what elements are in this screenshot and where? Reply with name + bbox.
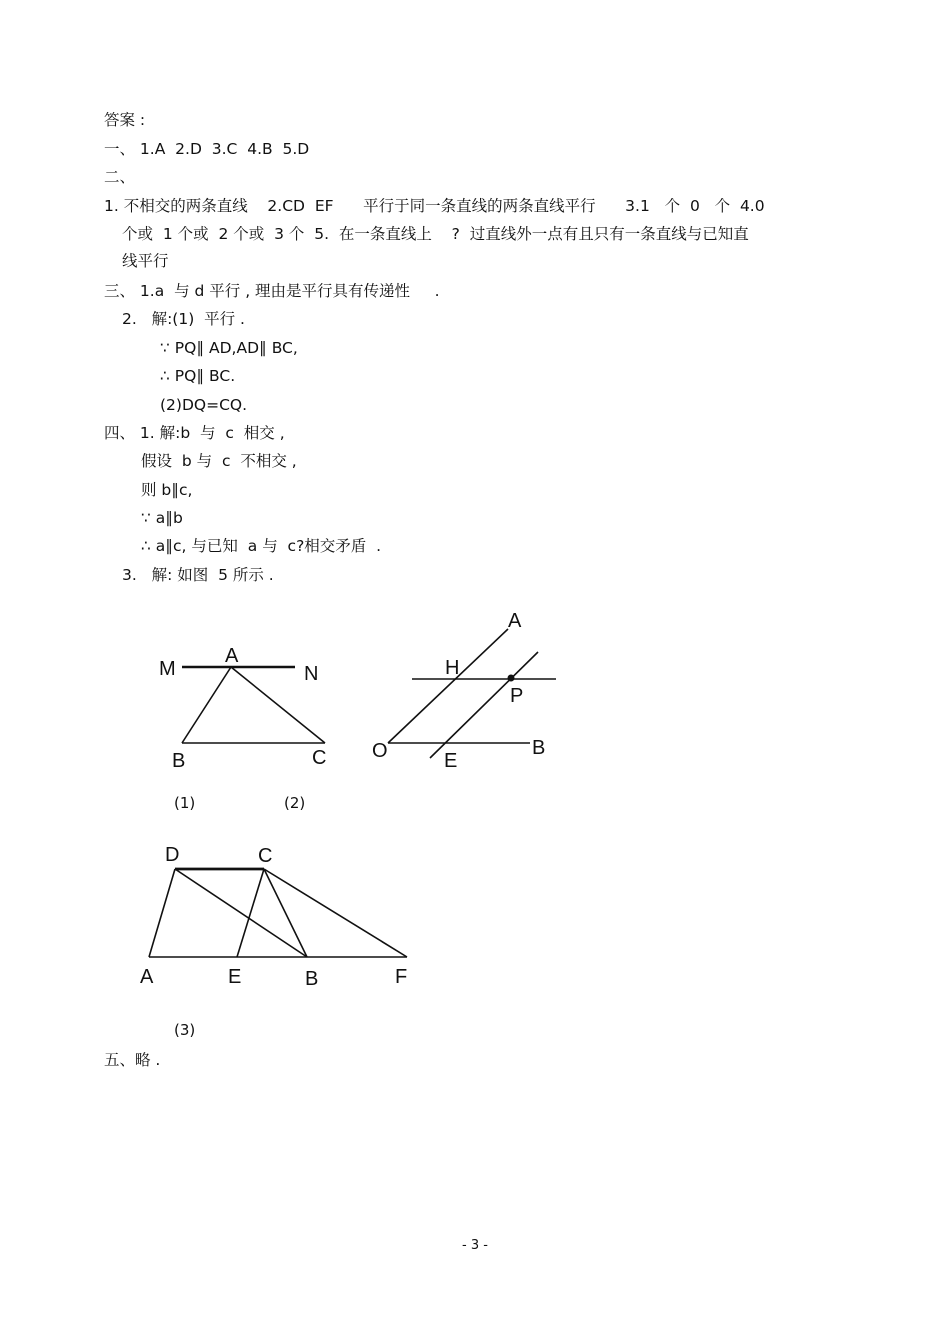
label-b: B	[532, 737, 546, 759]
figure-3-trapezoid	[130, 835, 430, 995]
label-b: B	[305, 968, 319, 990]
section-4-q3: 3. 解: 如图 5 所示 .	[122, 566, 274, 584]
label-o: O	[372, 740, 388, 762]
section-3-q1: 三、 1.a 与 d 平行 , 理由是平行具有传递性 .	[104, 282, 440, 300]
section-2-line-3: 线平行	[122, 252, 169, 270]
label-m: M	[159, 658, 176, 680]
figure-3-caption: (3)	[174, 1021, 196, 1039]
label-f: F	[395, 966, 408, 988]
label-a: A	[140, 966, 154, 988]
page-number: - 3 -	[462, 1238, 488, 1253]
label-a: A	[508, 610, 522, 632]
label-a: A	[225, 645, 239, 667]
section-5: 五、略 .	[104, 1051, 161, 1069]
label-p: P	[510, 685, 524, 707]
section-3-q2-step-2: ∴ PQ∥ BC.	[160, 367, 236, 385]
segment-ab	[182, 667, 231, 743]
figure-2-caption: (2)	[284, 794, 306, 812]
section-2-line-1: 1. 不相交的两条直线 2.CD EF 平行于同一条直线的两条直线平行 3.1 个 0 个 4.0	[104, 197, 765, 215]
point-p	[508, 675, 515, 682]
label-c: C	[258, 845, 273, 867]
section-3-q2-step-1: ∵ PQ∥ AD,AD∥ BC,	[160, 339, 298, 357]
label-c: C	[312, 747, 327, 769]
section-1-answers: 一、 1.A 2.D 3.C 4.B 5.D	[104, 140, 310, 158]
label-e: E	[444, 750, 458, 772]
label-h: H	[445, 657, 460, 679]
ray-oa	[388, 629, 508, 743]
section-2-heading: 二、	[104, 168, 136, 186]
figure-1-caption: (1)	[174, 794, 196, 812]
figure-2-parallel-lines	[360, 600, 570, 780]
answer-heading: 答案 :	[104, 111, 146, 129]
label-d: D	[165, 844, 180, 866]
section-4-step-4: ∴ a∥c, 与已知 a 与 c?相交矛盾 .	[141, 537, 382, 555]
label-b: B	[172, 750, 186, 772]
figure-1-triangle	[150, 635, 350, 775]
segment-da	[149, 869, 175, 957]
section-4-step-3: ∵ a∥b	[141, 509, 183, 527]
section-4-step-1: 假设 b 与 c 不相交 ,	[141, 452, 297, 470]
label-n: N	[304, 663, 319, 685]
section-4-q1: 四、 1. 解:b 与 c 相交 ,	[104, 424, 285, 442]
section-2-line-2: 个或 1 个或 2 个或 3 个 5. 在一条直线上 ? 过直线外一点有且只有一条直线与已知直	[122, 225, 749, 243]
section-4-step-2: 则 b∥c,	[141, 481, 193, 499]
section-3-q2-step-3: (2)DQ=CQ.	[160, 396, 248, 414]
section-3-q2: 2. 解:(1) 平行 .	[122, 310, 245, 328]
label-e: E	[228, 966, 242, 988]
